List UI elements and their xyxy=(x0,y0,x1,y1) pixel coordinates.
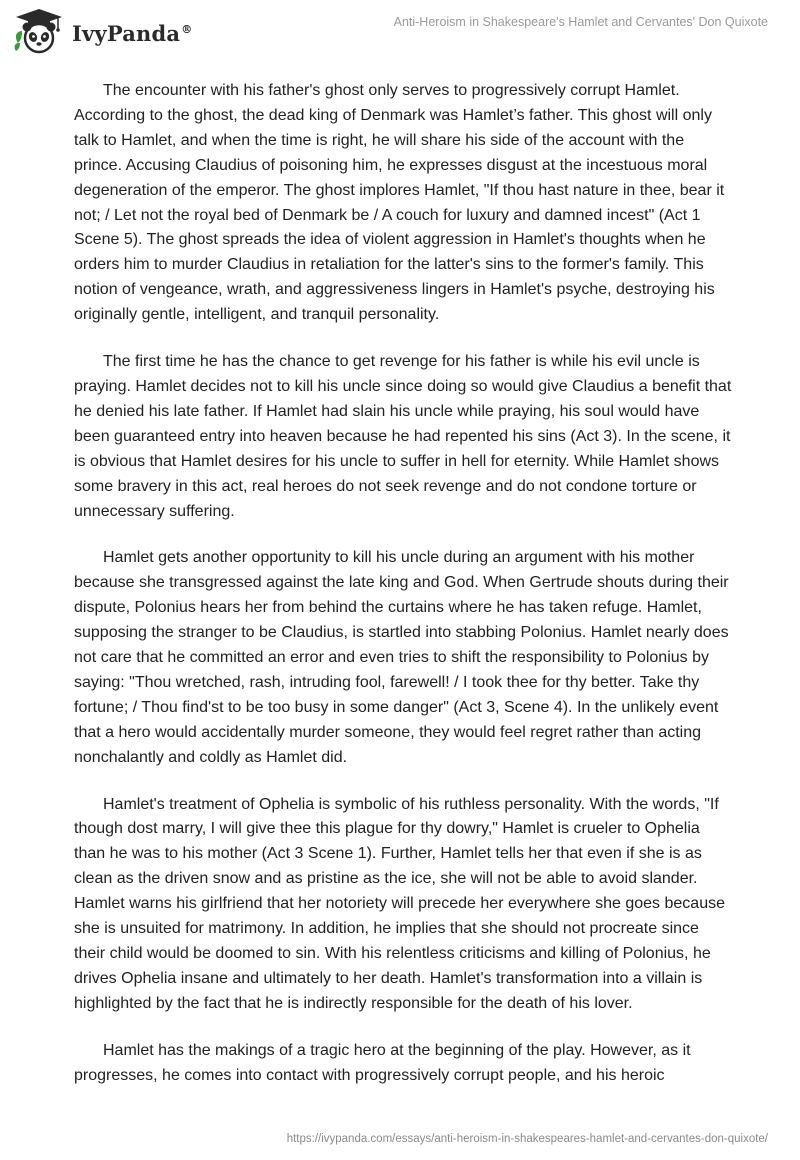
brand-name: IvyPanda® xyxy=(72,20,193,46)
page-header xyxy=(0,0,800,60)
essay-body xyxy=(74,79,734,1111)
paragraph-5: Hamlet has the makings of a tragic hero at the beginning of the play. However, as it progresses, he comes into contact with progressively corrupt people, and his heroic xyxy=(74,1041,691,1084)
paragraph-3: Hamlet gets another opportunity to kill his uncle during an argument with his mother because she transgressed against the late king and God. When Gertrude shouts during their dispute, Polonius hears her from behind the curtains where he has taken refuge. Hamlet, supposing the stranger to be Claudius, is startled into stabbing Polonius. Hamlet nearly does not care that he committed an error and even tries to shift the responsibility to Polonius by saying: "Thou wretched, rash, intruding fool, farewell! / I took thee for thy better. Take thy fortune; / Thou find'st to be too busy in some danger" (Act 3, Scene 4). In the unlikely event that a hero would accidentally murder someone, they would feel regret rather than acting nonchalantly and coldly as Hamlet did. xyxy=(74,549,729,766)
paragraph-2: The first time he has the chance to get revenge for his father is while his evil uncle is praying. Hamlet decides not to kill his uncle since doing so would give Claudius a benefit that he denied his late father. If Hamlet had slain his uncle while praying, his soul would have been guaranteed entry into heaven because he had repented his sins (Act 3). In the scene, it is obvious that Hamlet desires for his uncle to suffer in hell for eternity. While Hamlet shows some bravery in this act, real heroes do not seek revenge and do not condone torture or unnecessary suffering. xyxy=(74,353,732,520)
source-url-link[interactable]: https://ivypanda.com/essays/anti-heroism-in-shakespeares-hamlet-and-cervantes-don-quixote/ xyxy=(286,1133,768,1145)
document-title: Anti-Heroism in Shakespeare's Hamlet and Cervantes' Don Quixote xyxy=(393,15,768,29)
paragraph-1: The encounter with his father's ghost only serves to progressively corrupt Hamlet. According to the ghost, the dead king of Denmark was Hamlet’s father. This ghost will only talk to Hamlet, and when the time is right, he will share his side of the account with the prince. Accusing Claudius of poisoning him, he expresses disgust at the incestuous moral degeneration of the emperor. The ghost implores Hamlet, "If thou hast nature in thee, bear it not; / Let not the royal bed of Denmark be / A couch for luxury and damned incest" (Act 1 Scene 5). The ghost spreads the idea of violent aggression in Hamlet's thoughts when he orders him to murder Claudius in retaliation for the latter's sins to the former's family. This notion of vengeance, wrath, and aggressiveness lingers in Hamlet's psyche, destroying his originally gentle, intelligent, and tranquil personality. xyxy=(74,82,725,324)
paragraph-4: Hamlet's treatment of Ophelia is symbolic of his ruthless personality. With the words, "If though dost marry, I will give thee this plague for thy dowry," Hamlet is crueler to Ophelia than he was to his mother (Act 3 Scene 1). Further, Hamlet tells her that even if she is as clean as the driven snow and as pristine as the ice, she will not be able to avoid slander. Hamlet warns his girlfriend that her notoriety will precede her everywhere she goes because she is unsuited for matrimony. In addition, he implies that she should not procreate since their child would be doomed to sin. With his relentless criticisms and killing of Polonius, he drives Ophelia insane and ultimately to her death. Hamlet's transformation into a villain is highlighted by the fact that he is indirectly responsible for the death of his lover. xyxy=(74,795,725,1012)
ivypanda-logo[interactable] xyxy=(12,7,212,55)
registered-mark: ® xyxy=(181,22,193,36)
panda-graduate-icon xyxy=(12,7,66,55)
